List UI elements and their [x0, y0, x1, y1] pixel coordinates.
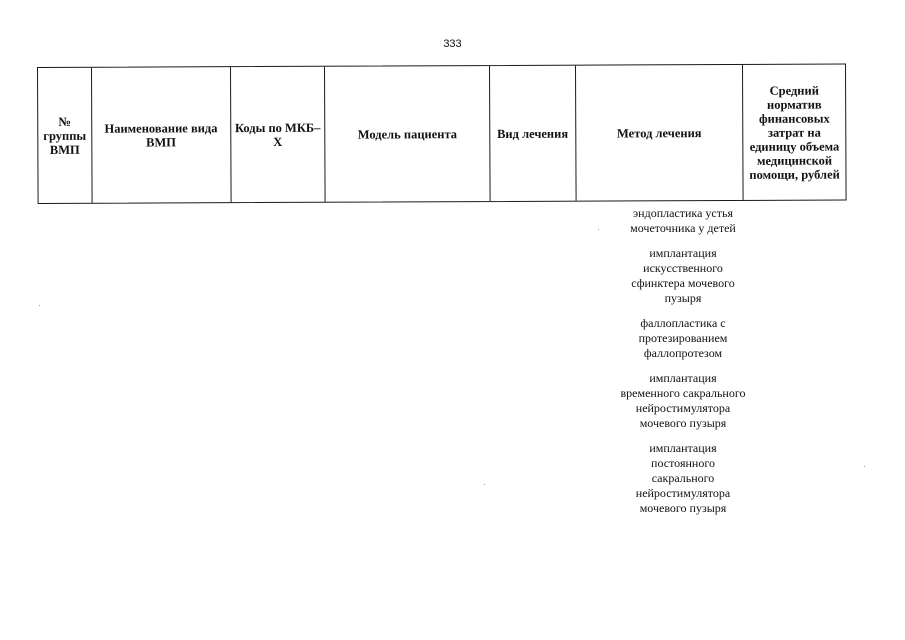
method-item: имплантация постоянного сакрального нейростимулятора мочевого пузыря [635, 441, 731, 515]
method-item: имплантация временного сакрального нейростимулятора мочевого пузыря [620, 371, 746, 430]
scan-speck [864, 466, 865, 467]
method-item: имплантация искусственного сфинктера мочевого пузыря [631, 246, 735, 305]
treatment-methods-list [590, 206, 776, 526]
header-treatment-type: Вид лечения [490, 66, 576, 201]
scan-speck [598, 229, 599, 230]
method-item: эндопластика устья мочеточника у детей [630, 206, 736, 235]
header-treatment-method: Метод лечения [576, 65, 744, 201]
header-icd-codes: Коды по МКБ–Х [231, 67, 326, 202]
scan-speck [39, 305, 40, 306]
table-header [37, 63, 847, 204]
page-number: 333 [443, 38, 462, 50]
header-vmp-name: Наименование вида ВМП [92, 67, 231, 203]
header-group-number: № группы ВМП [38, 68, 92, 203]
scan-speck [484, 484, 485, 485]
method-item: фаллопластика с протезированием фаллопротезом [638, 316, 728, 360]
header-average-cost: Средний норматив финансовых затрат на единицу объема медицинской помощи, рублей [749, 83, 840, 182]
header-patient-model: Модель пациента [325, 66, 490, 202]
